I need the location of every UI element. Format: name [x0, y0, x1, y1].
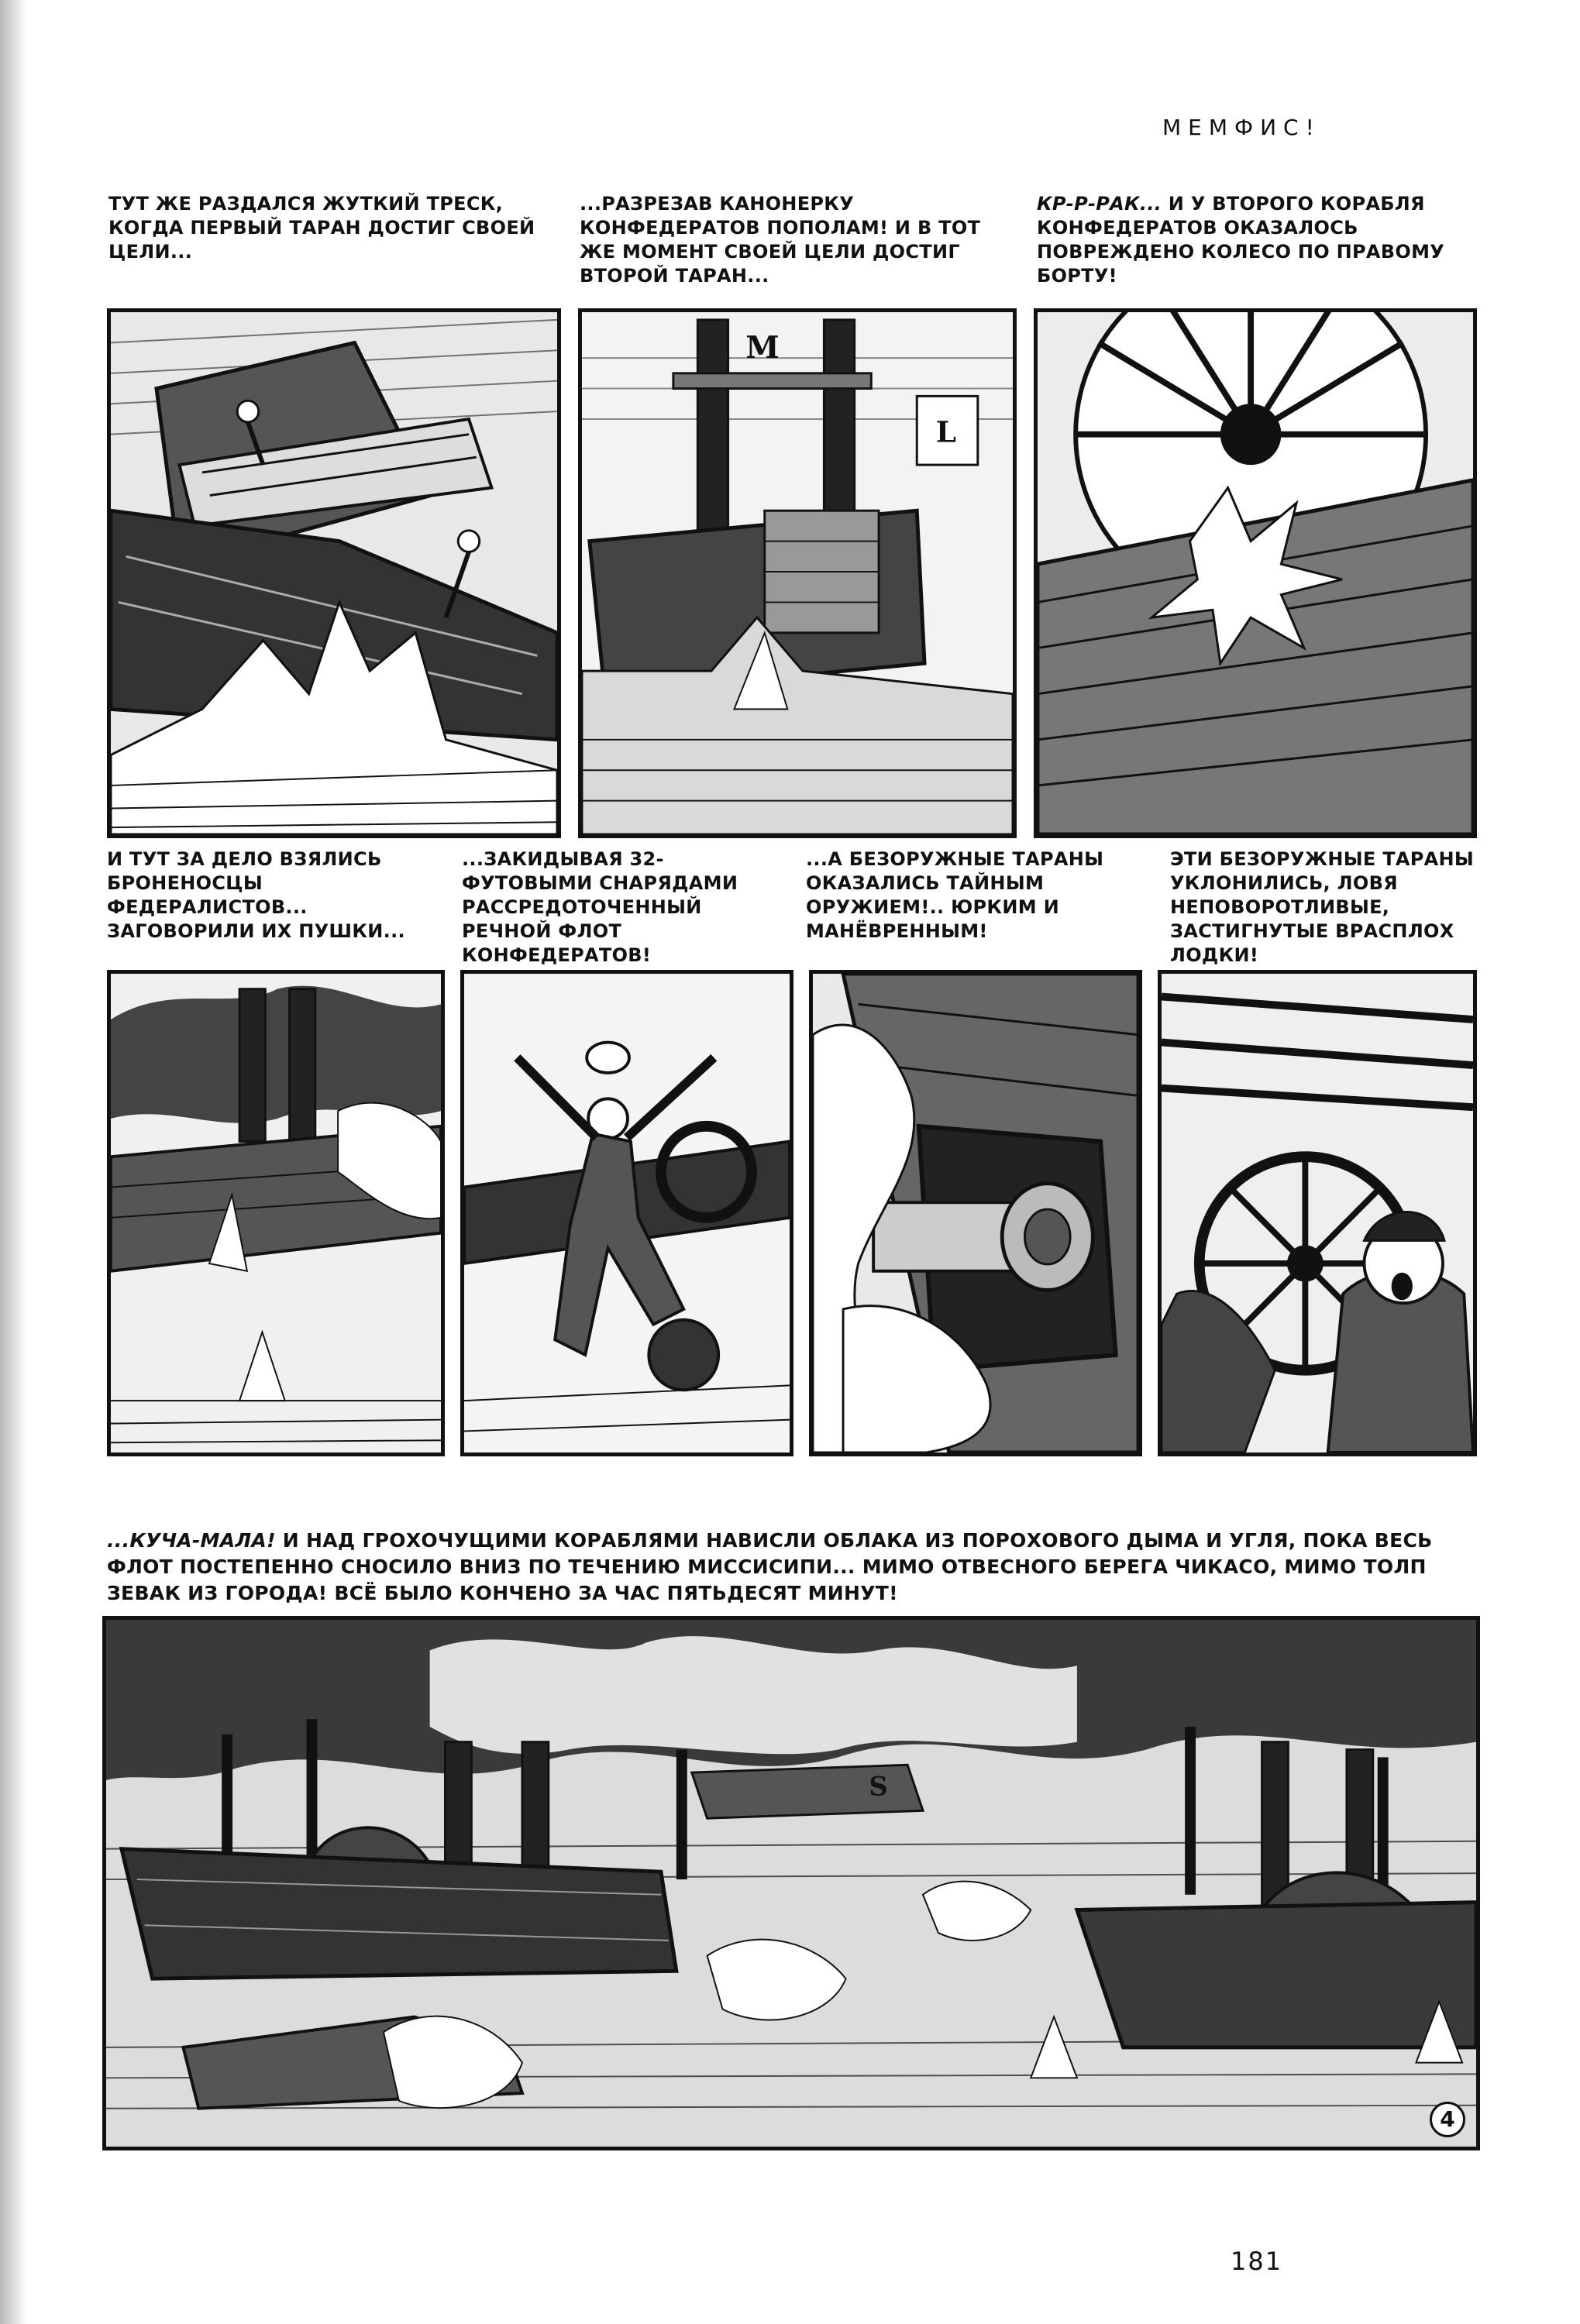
illustration-river-battle	[106, 1620, 1476, 2147]
illustration-paddle-wheel	[1038, 312, 1473, 834]
panel-5-sailor-thrown	[460, 970, 793, 1456]
flag-letter-l: L	[935, 414, 957, 449]
panel-1-ram-hits-gunboat	[107, 308, 561, 838]
caption-row2-panel1: И ТУТ ЗА ДЕЛО ВЗЯЛИСЬ БРОНЕНОСЦЫ ФЕДЕРАЛИСТОВ... ЗАГОВОРИЛИ ИХ ПУШКИ...	[107, 848, 405, 942]
panel-6-cannon-closeup	[809, 970, 1142, 1456]
illustration-ironclad-cannons	[111, 974, 441, 1452]
caption-row2-panel3: ...А БЕЗОРУЖНЫЕ ТАРАНЫ ОКАЗАЛИСЬ ТАЙНЫМ ОРУЖИЕМ!.. ЮРКИМ И МАНЁВРЕННЫМ!	[806, 848, 1104, 942]
illustration-cannon-port	[813, 974, 1138, 1452]
caption-row1-panel2: ...РАЗРЕЗАВ КАНОНЕРКУ КОНФЕДЕРАТОВ ПОПОЛАМ! И В ТОТ ЖЕ МОМЕНТ СВОЕЙ ЦЕЛИ ДОСТИГ ВТОРОЙ ТАРАН...	[580, 193, 981, 287]
caption-row1-panel1: ТУТ ЖЕ РАЗДАЛСЯ ЖУТКИЙ ТРЕСК, КОГДА ПЕРВЫЙ ТАРАН ДОСТИГ СВОЕЙ ЦЕЛИ...	[108, 193, 535, 263]
flag-letter-m: M	[745, 330, 780, 366]
boat-letter-s: S	[869, 1770, 888, 1802]
caption-row2-panel4: ЭТИ БЕЗОРУЖНЫЕ ТАРАНЫ УКЛОНИЛИСЬ, ЛОВЯ НЕПОВОРОТЛИВЫЕ, ЗАСТИГНУТЫЕ ВРАСПЛОХ ЛОДКИ!	[1170, 848, 1475, 966]
caption-row3-wide	[107, 1528, 1478, 1607]
panel-2-gunboat-split	[578, 308, 1017, 838]
caption-row1-panel3-text: И У ВТОРОГО КОРАБЛЯ КОНФЕДЕРАТОВ ОКАЗАЛОСЬ ПОВРЕЖДЕНО КОЛЕСО ПО ПРАВОМУ БОРТУ!	[1037, 193, 1445, 287]
illustration-captain-helm	[1162, 974, 1473, 1452]
page-header-title: МЕМФИС!	[1162, 115, 1321, 140]
panel-8-fleet-battle-panorama	[102, 1616, 1480, 2150]
caption-row2-panel2: ...ЗАКИДЫВАЯ 32-ФУТОВЫМИ СНАРЯДАМИ РАССРЕДОТОЧЕННЫЙ РЕЧНОЙ ФЛОТ КОНФЕДЕРАТОВ!	[462, 848, 738, 966]
panel-3-paddle-wheel-damaged	[1034, 308, 1477, 838]
sfx-krrak: КР-Р-РАК...	[1037, 193, 1162, 215]
illustration-ram-collision	[111, 312, 557, 834]
page-number: 181	[1231, 2247, 1283, 2276]
caption-row1-panel3	[1037, 192, 1471, 288]
panel-number-badge: 4	[1430, 2102, 1465, 2137]
panel-4-ironclad-firing	[107, 970, 445, 1456]
sfx-kucha-mala: ...КУЧА-МАЛА!	[107, 1529, 276, 1552]
panel-7-captain-at-wheel	[1158, 970, 1477, 1456]
illustration-gunboat-smokestacks	[582, 312, 1013, 834]
caption-row3-text: И НАД ГРОХОЧУЩИМИ КОРАБЛЯМИ НАВИСЛИ ОБЛАКА ИЗ ПОРОХОВОГО ДЫМА И УГЛЯ, ПОКА ВЕСЬ ФЛОТ ПОСТЕПЕННО СНОСИЛО ВНИЗ ПО ТЕЧЕНИЮ МИССИСИПИ... МИМО ОТВЕСНОГО БЕРЕГА ЧИКАСО, МИМО ТОЛП ЗЕВАК ИЗ ГОРОДА! ВСЁ БЫЛО КОНЧЕНО ЗА ЧАС ПЯТЬДЕСЯТ МИНУТ!	[107, 1529, 1433, 1604]
book-spine-shadow	[0, 0, 26, 2324]
illustration-sailor-blast	[464, 974, 790, 1452]
